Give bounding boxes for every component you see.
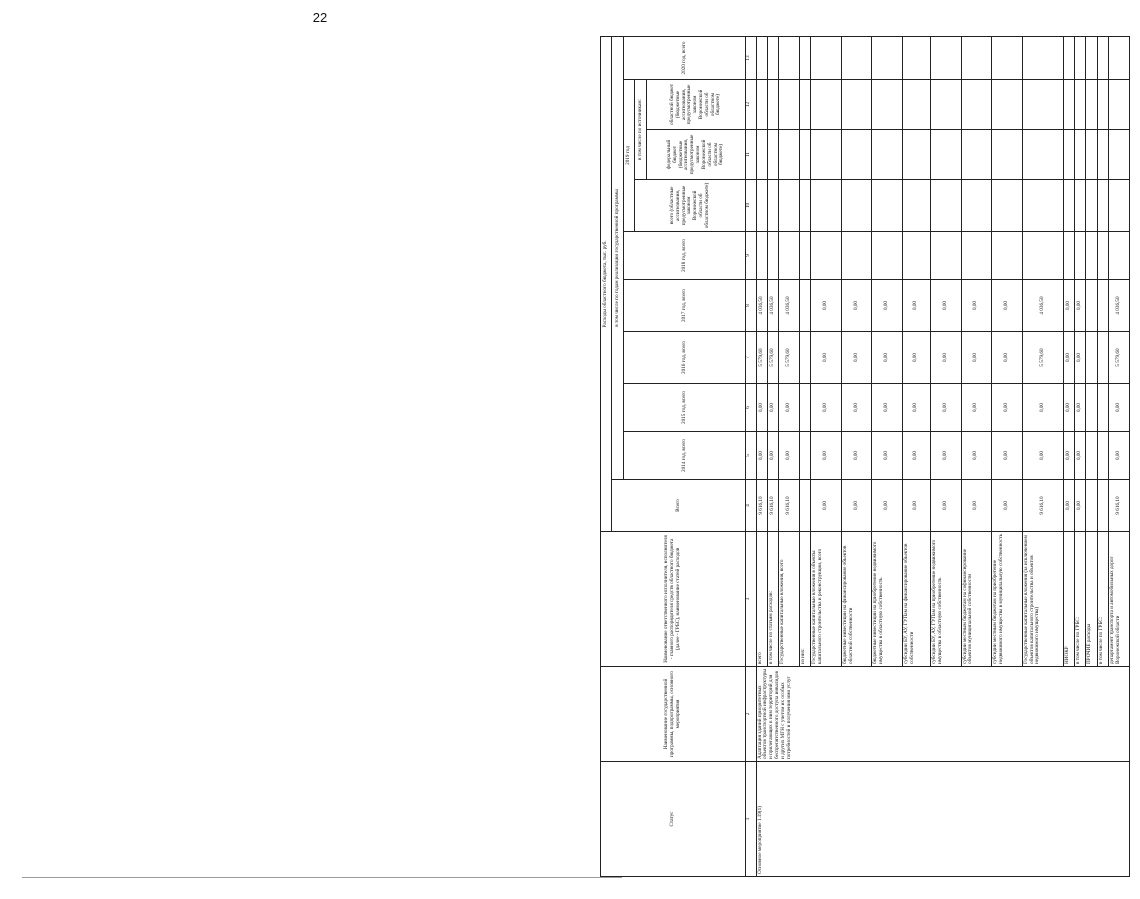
value-cell: 9 616,10 <box>768 480 779 532</box>
row-label: НИОКР <box>1063 532 1074 667</box>
header-2018: 2018 год, всего <box>623 232 745 280</box>
column-number: 5 <box>746 432 756 480</box>
value-cell: 0,00 <box>768 432 779 480</box>
value-cell: 0,00 <box>811 280 842 332</box>
header-2017: 2017 год, всего <box>623 280 745 332</box>
value-cell: 0,00 <box>992 480 1023 532</box>
row-label: в том числе по ГРБС: <box>1097 532 1108 667</box>
value-cell <box>756 80 767 130</box>
value-cell <box>1074 130 1085 180</box>
value-cell <box>1086 384 1097 432</box>
value-cell <box>930 130 961 180</box>
column-number: 7 <box>746 332 756 384</box>
value-cell <box>872 80 903 130</box>
value-cell: 0,00 <box>779 432 799 480</box>
value-cell <box>930 36 961 79</box>
value-cell: 5 579,60 <box>768 332 779 384</box>
value-cell: 4 036,50 <box>1109 280 1130 332</box>
value-cell: 0,00 <box>1063 332 1074 384</box>
value-cell <box>1086 80 1097 130</box>
measure-name-cell: Адаптация зданий приоритетных объектов транспортной инфраструктуры и прилегающих к ним территорий для беспрепятственного доступа инвалидов и других МГН с учетом их особых потребностей и получения ими услуг <box>756 667 1129 762</box>
value-cell: 0,00 <box>872 332 903 384</box>
page-number: 22 <box>312 10 328 25</box>
value-cell: 0,00 <box>992 332 1023 384</box>
column-number-row <box>746 36 756 876</box>
value-cell <box>756 180 767 232</box>
value-cell <box>1097 180 1108 232</box>
column-number: 2 <box>746 667 756 762</box>
value-cell <box>872 130 903 180</box>
value-cell <box>811 232 842 280</box>
value-cell <box>1022 80 1063 130</box>
value-cell: 0,00 <box>768 384 779 432</box>
value-cell: 0,00 <box>1063 384 1074 432</box>
value-cell: 4 036,50 <box>1022 280 1063 332</box>
header-2015: 2015 год, всего <box>623 384 745 432</box>
value-cell <box>779 232 799 280</box>
header-2020: 2020 год, всего <box>623 36 745 79</box>
value-cell: 5 579,60 <box>779 332 799 384</box>
value-cell <box>1086 130 1097 180</box>
value-cell: 0,00 <box>1022 432 1063 480</box>
value-cell: 0,00 <box>1074 480 1085 532</box>
header-by-years: в том числе по годам реализации государственной программы <box>612 36 623 479</box>
value-cell <box>799 232 810 280</box>
value-cell: 0,00 <box>1022 384 1063 432</box>
value-cell <box>841 80 872 130</box>
value-cell: 0,00 <box>811 384 842 432</box>
value-cell: 0,00 <box>961 332 992 384</box>
value-cell: 0,00 <box>779 384 799 432</box>
value-cell <box>1086 280 1097 332</box>
value-cell <box>930 180 961 232</box>
value-cell <box>1022 36 1063 79</box>
value-cell <box>1097 80 1108 130</box>
value-cell: 0,00 <box>811 332 842 384</box>
value-cell <box>841 130 872 180</box>
value-cell <box>1063 80 1074 130</box>
value-cell <box>1097 432 1108 480</box>
value-cell <box>768 130 779 180</box>
column-number: 4 <box>746 480 756 532</box>
value-cell: 9 616,10 <box>779 480 799 532</box>
value-cell <box>992 180 1023 232</box>
value-cell <box>1086 36 1097 79</box>
value-cell: 0,00 <box>756 432 767 480</box>
column-number: 6 <box>746 384 756 432</box>
value-cell <box>768 180 779 232</box>
value-cell: 0,00 <box>872 384 903 432</box>
value-cell <box>872 36 903 79</box>
value-cell <box>1022 130 1063 180</box>
value-cell: 0,00 <box>1074 332 1085 384</box>
value-cell <box>841 36 872 79</box>
value-cell <box>1097 130 1108 180</box>
value-cell: 0,00 <box>1074 384 1085 432</box>
header-2019-federal: федеральный бюджет (бюджетные ассигнования, предусмотренные законом Воронежской области об областном бюджете) <box>646 130 745 180</box>
value-cell: 0,00 <box>992 432 1023 480</box>
value-cell: 0,00 <box>902 332 930 384</box>
column-number: 9 <box>746 232 756 280</box>
value-cell: 0,00 <box>930 280 961 332</box>
value-cell <box>768 36 779 79</box>
value-cell <box>799 280 810 332</box>
value-cell <box>1109 232 1130 280</box>
value-cell: 0,00 <box>756 384 767 432</box>
value-cell: 0,00 <box>902 432 930 480</box>
value-cell: 0,00 <box>961 280 992 332</box>
value-cell <box>799 384 810 432</box>
header-status: Статус <box>601 762 746 877</box>
value-cell <box>961 80 992 130</box>
value-cell: 0,00 <box>872 432 903 480</box>
scan-bottom-rule <box>22 877 622 878</box>
value-cell: 0,00 <box>930 384 961 432</box>
value-cell <box>779 36 799 79</box>
value-cell <box>779 80 799 130</box>
value-cell <box>756 130 767 180</box>
value-cell: 0,00 <box>841 384 872 432</box>
value-cell: 0,00 <box>1063 480 1074 532</box>
value-cell <box>872 232 903 280</box>
value-cell: 0,00 <box>1063 432 1074 480</box>
rotated-sheet <box>600 22 1140 877</box>
value-cell: 0,00 <box>992 280 1023 332</box>
value-cell <box>756 232 767 280</box>
value-cell <box>1063 180 1074 232</box>
column-number: 13 <box>746 36 756 79</box>
value-cell <box>841 232 872 280</box>
value-cell <box>902 130 930 180</box>
value-cell <box>1109 36 1130 79</box>
value-cell: 0,00 <box>1063 280 1074 332</box>
value-cell <box>799 36 810 79</box>
header-2019-sources: в том числе по источникам: <box>635 80 646 180</box>
row-label: субсидии местным бюджетам на софинансирование объектов муниципальной собственности <box>961 532 992 667</box>
value-cell <box>961 180 992 232</box>
value-cell <box>1074 36 1085 79</box>
value-cell: 9 616,10 <box>756 480 767 532</box>
value-cell: 5 579,60 <box>1109 332 1130 384</box>
value-cell: 0,00 <box>902 384 930 432</box>
value-cell <box>992 36 1023 79</box>
value-cell: 0,00 <box>811 480 842 532</box>
value-cell: 0,00 <box>1074 280 1085 332</box>
value-cell: 4 036,50 <box>768 280 779 332</box>
value-cell: 0,00 <box>811 432 842 480</box>
value-cell: 0,00 <box>841 280 872 332</box>
value-cell <box>1063 130 1074 180</box>
value-cell <box>1086 432 1097 480</box>
row-label: из них: <box>799 532 810 667</box>
value-cell: 5 579,60 <box>756 332 767 384</box>
value-cell: 0,00 <box>841 432 872 480</box>
value-cell <box>1086 180 1097 232</box>
header-2014: 2014 год, всего <box>623 432 745 480</box>
value-cell <box>1097 280 1108 332</box>
value-cell <box>1022 232 1063 280</box>
value-cell <box>811 36 842 79</box>
value-cell <box>1109 80 1130 130</box>
header-2016: 2016 год, всего <box>623 332 745 384</box>
value-cell <box>811 180 842 232</box>
value-cell <box>841 180 872 232</box>
value-cell: 0,00 <box>902 280 930 332</box>
value-cell <box>756 36 767 79</box>
value-cell: 0,00 <box>872 480 903 532</box>
value-cell <box>961 36 992 79</box>
value-cell <box>1086 480 1097 532</box>
row-label: Государственные капитальные вложения, всего <box>779 532 799 667</box>
value-cell <box>902 232 930 280</box>
value-cell <box>1097 36 1108 79</box>
value-cell <box>930 232 961 280</box>
row-label: в том числе по ГРБС: <box>1074 532 1085 667</box>
value-cell <box>1109 130 1130 180</box>
value-cell: 9 616,10 <box>1109 480 1130 532</box>
value-cell: 4 036,50 <box>756 280 767 332</box>
value-cell: 9 616,10 <box>1022 480 1063 532</box>
value-cell: 0,00 <box>930 432 961 480</box>
value-cell <box>1063 36 1074 79</box>
row-label: субсидии БУ, АУ, ГУПам на финансирование объектов собственности <box>902 532 930 667</box>
row-label: бюджетные инвестиции на приобретение недвижимого имущества в областную собственность <box>872 532 903 667</box>
value-cell: 0,00 <box>961 432 992 480</box>
value-cell <box>1086 332 1097 384</box>
column-number: 8 <box>746 280 756 332</box>
value-cell <box>768 232 779 280</box>
value-cell: 0,00 <box>1109 432 1130 480</box>
value-cell: 0,00 <box>992 384 1023 432</box>
value-cell: 0,00 <box>930 480 961 532</box>
value-cell <box>768 80 779 130</box>
column-number: 10 <box>746 180 756 232</box>
value-cell: 0,00 <box>902 480 930 532</box>
value-cell <box>992 130 1023 180</box>
expenses-table <box>600 36 1130 877</box>
value-cell <box>961 232 992 280</box>
value-cell <box>1097 384 1108 432</box>
value-cell <box>1074 232 1085 280</box>
header-executor: Наименование ответственного исполнителя, исполнителя - главного распорядителя средств областного бюджета (далее - ГРБС), наименование статей расходов <box>601 532 746 667</box>
value-cell <box>992 232 1023 280</box>
status-cell: Основное мероприятие 1.19(1) <box>756 762 1129 877</box>
value-cell <box>811 130 842 180</box>
value-cell: 4 036,50 <box>779 280 799 332</box>
row-label: бюджетные инвестиции на финансирование объектов областной собственности <box>841 532 872 667</box>
value-cell <box>799 130 810 180</box>
row-label: в том числе по статьям расходов: <box>768 532 779 667</box>
row-label: Государственные капитальные вложения в объекты капитального строительства и реконструкции, всего <box>811 532 842 667</box>
value-cell <box>930 80 961 130</box>
value-cell <box>1097 480 1108 532</box>
value-cell <box>779 130 799 180</box>
header-expenses: Расходы областного бюджета, тыс. руб. <box>601 36 612 531</box>
value-cell: 0,00 <box>1074 432 1085 480</box>
row-label: всего <box>756 532 767 667</box>
value-cell <box>799 432 810 480</box>
value-cell <box>811 80 842 130</box>
value-cell <box>1109 180 1130 232</box>
value-cell <box>961 130 992 180</box>
row-label: субсидии местным бюджетам на приобретение недвижимого имущества в муниципальную собственность <box>992 532 1023 667</box>
value-cell <box>799 80 810 130</box>
value-cell <box>1074 80 1085 130</box>
value-cell: 0,00 <box>961 480 992 532</box>
value-cell <box>902 36 930 79</box>
header-2019-total: всего (областные ассигнования, предусмотренные законом Воронежской области об областном бюджете) <box>635 180 746 232</box>
value-cell <box>799 480 810 532</box>
header-2019: 2019 год <box>623 80 634 232</box>
value-cell <box>902 180 930 232</box>
row-label: Государственные капитальные вложения (за исключением объектов капитального строительства и объектов недвижимого имущества) <box>1022 532 1063 667</box>
value-cell <box>1074 180 1085 232</box>
value-cell <box>799 180 810 232</box>
table-row <box>756 36 767 876</box>
value-cell <box>799 332 810 384</box>
header-program: Наименование государственной программы, подпрограммы, основного мероприятия <box>601 667 746 762</box>
value-cell <box>1086 232 1097 280</box>
value-cell <box>1097 332 1108 384</box>
value-cell: 0,00 <box>841 480 872 532</box>
row-label: ПРОЧИЕ расходы <box>1086 532 1097 667</box>
value-cell: 0,00 <box>961 384 992 432</box>
value-cell <box>779 180 799 232</box>
column-number: 11 <box>746 130 756 180</box>
column-number: 12 <box>746 80 756 130</box>
header-2019-regional: областной бюджет (бюджетные ассигнования, предусмотренные законом Воронежской области об областном бюджете) <box>646 80 745 130</box>
value-cell <box>1022 180 1063 232</box>
row-label: субсидии БУ, АУ, ГУПам на приобретение недвижимого имущества в областную собственность <box>930 532 961 667</box>
value-cell <box>902 80 930 130</box>
value-cell <box>992 80 1023 130</box>
value-cell: 0,00 <box>872 280 903 332</box>
value-cell: 5 579,60 <box>1022 332 1063 384</box>
value-cell <box>1097 232 1108 280</box>
value-cell: 0,00 <box>841 332 872 384</box>
header-total: Всего <box>612 480 746 532</box>
value-cell: 0,00 <box>930 332 961 384</box>
value-cell: 0,00 <box>1109 384 1130 432</box>
row-label: департамент транспорта и автомобильных дорог Воронежской области <box>1109 532 1130 667</box>
value-cell <box>1063 232 1074 280</box>
column-number: 3 <box>746 532 756 667</box>
value-cell <box>872 180 903 232</box>
column-number: 1 <box>746 762 756 877</box>
